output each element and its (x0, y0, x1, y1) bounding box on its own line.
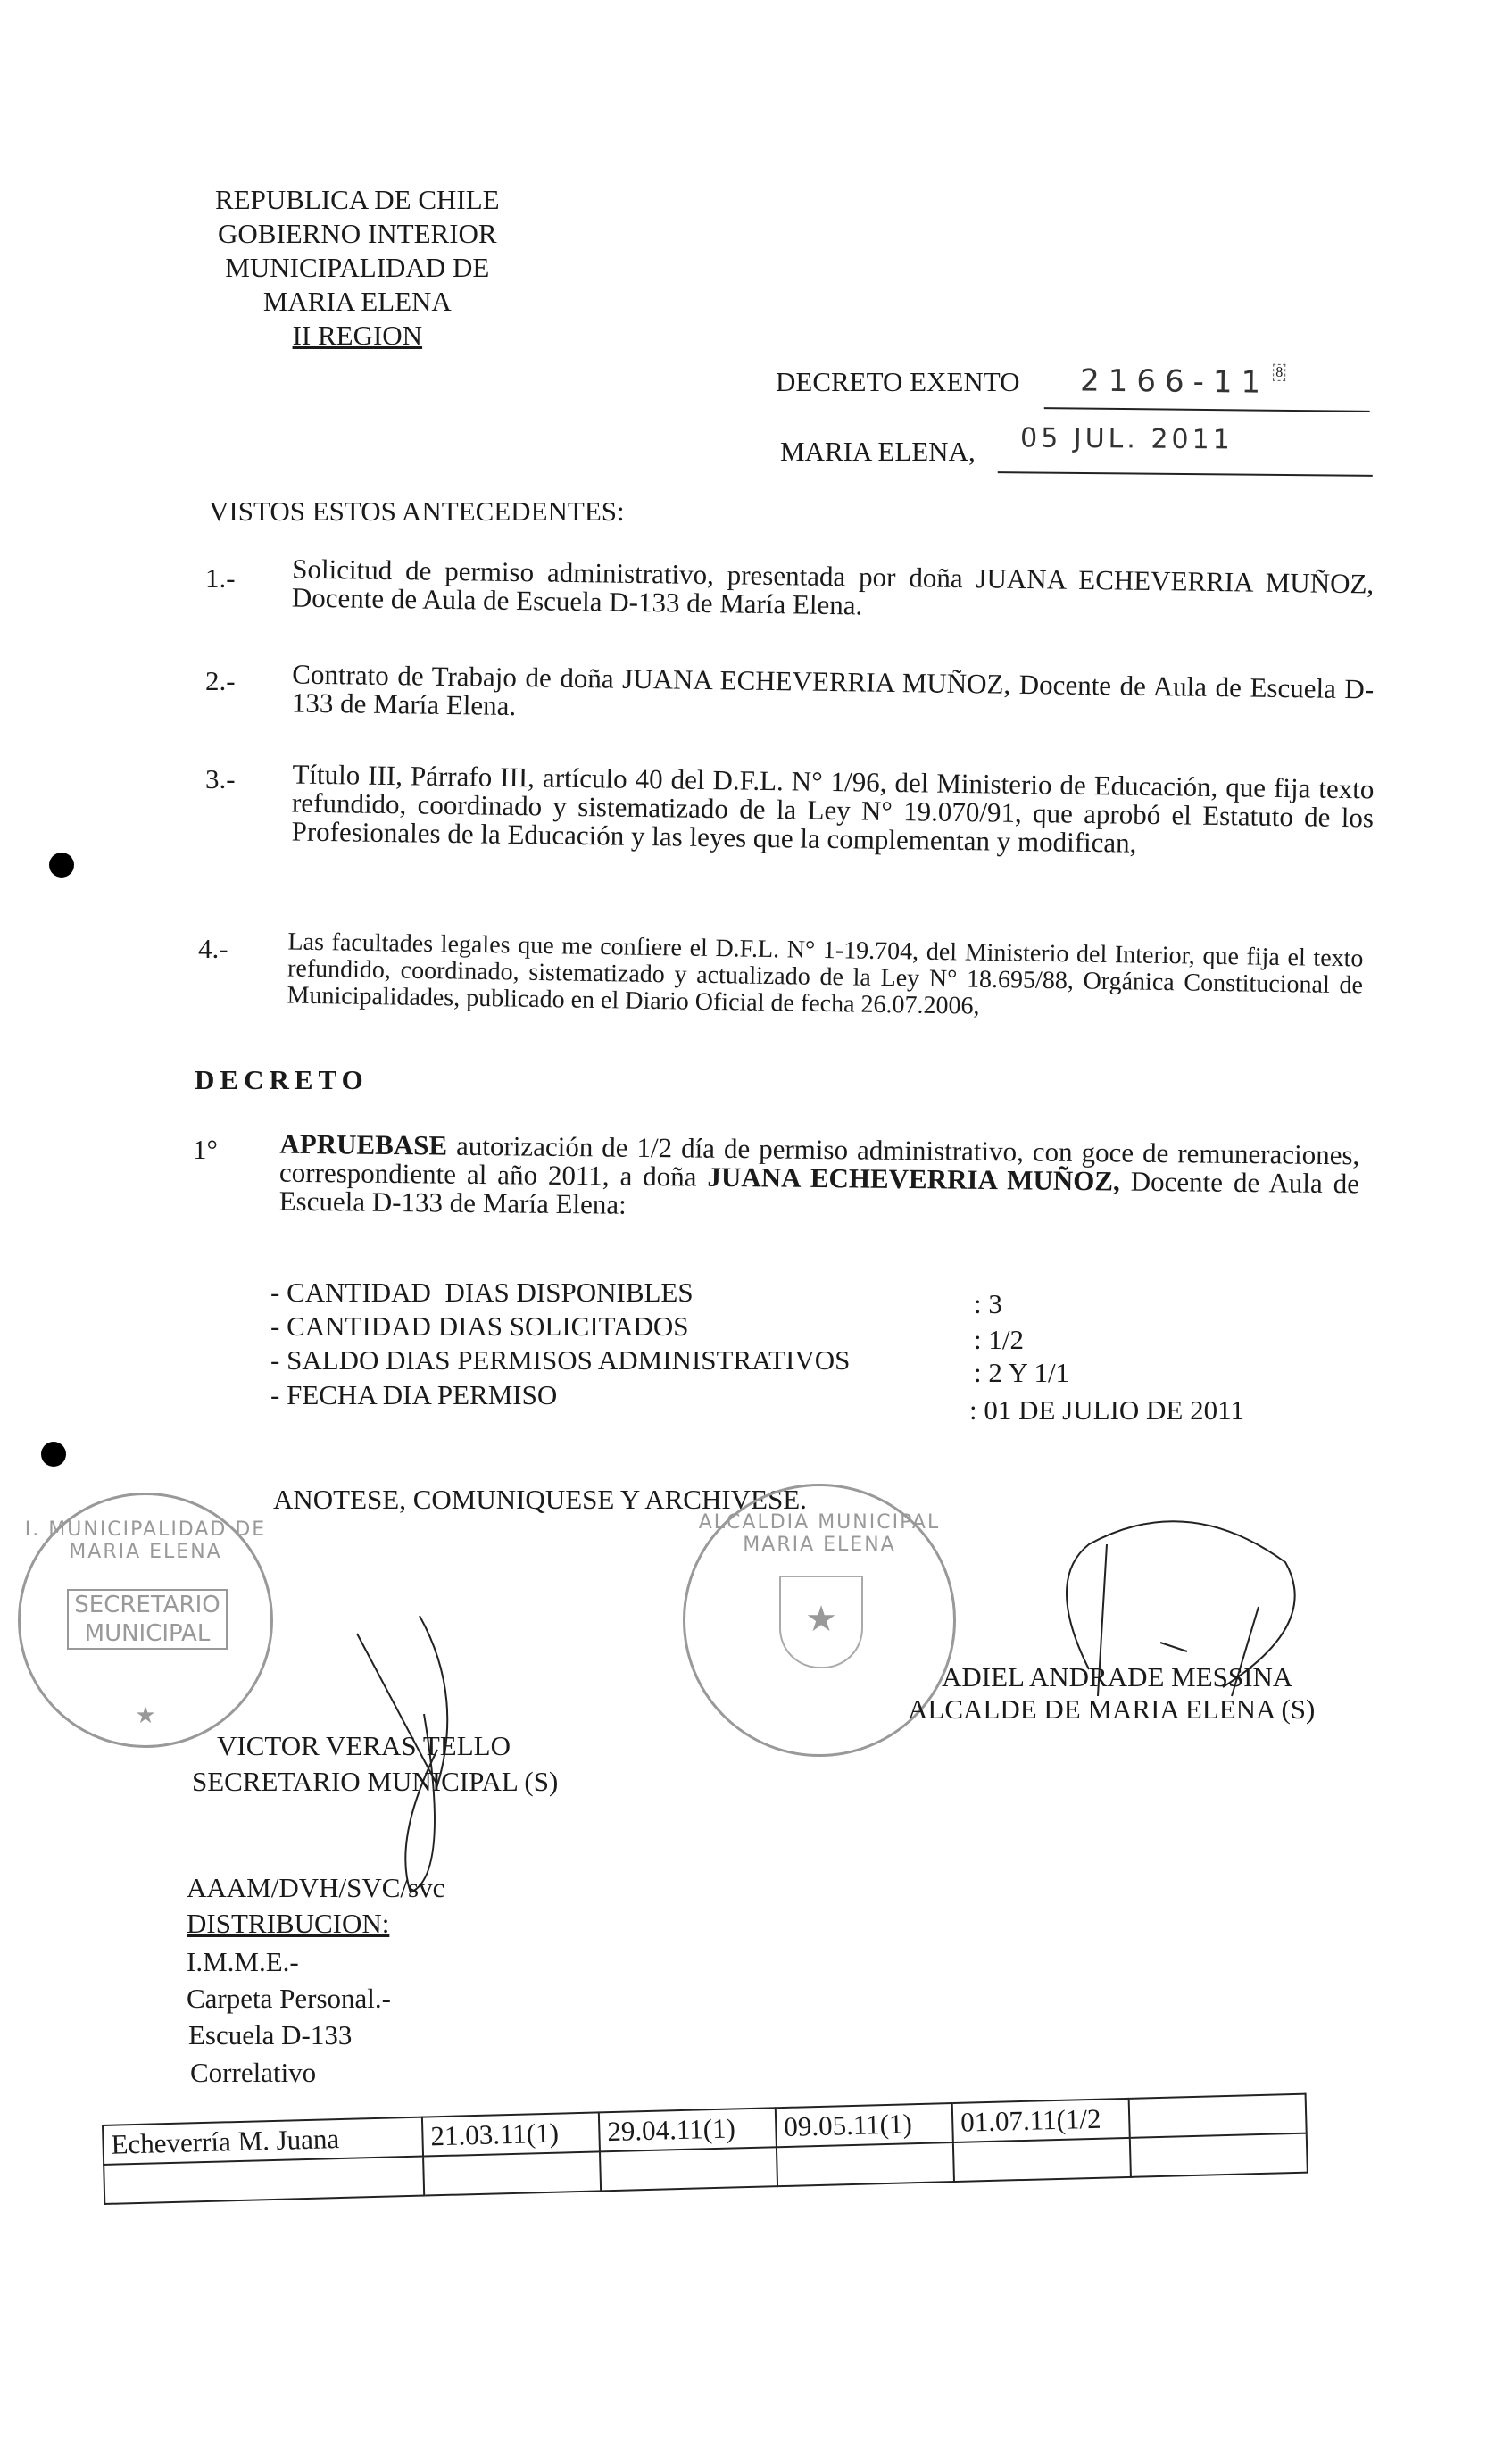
initials: AAAM/DVH/SVC/svc (187, 1872, 445, 1903)
scan-mark (49, 853, 74, 878)
decree-number: 2166-11 (1079, 362, 1270, 401)
detail-label: - FECHA DIA PERMISO (270, 1379, 558, 1410)
distribution-item: Correlativo (190, 2057, 317, 2088)
article-name: JUANA ECHEVERRIA MUÑOZ, (707, 1160, 1120, 1197)
article-text (278, 1127, 1360, 1227)
letterhead (215, 183, 500, 353)
detail-label: - SALDO DIAS PERMISOS ADMINISTRATIVOS (270, 1344, 851, 1376)
register-name: Echeverría M. Juana (103, 2117, 423, 2165)
decree-label: DECRETO EXENTO (776, 366, 1020, 397)
seal-ring-text: ALCALDIA MUNICIPAL MARIA ELENA (698, 1511, 941, 1556)
seal-center-line: SECRETARIO (74, 1592, 220, 1618)
seal-center-box (67, 1589, 228, 1650)
item-number: 4.- (198, 933, 228, 964)
article-verb: APRUEBASE (279, 1127, 448, 1161)
distribution-item: Escuela D-133 (188, 2019, 353, 2050)
right-signatory-name: ADIEL ANDRADE MESSINA (942, 1661, 1293, 1693)
register-date: 09.05.11(1) (776, 2103, 953, 2147)
star-icon: ★ (135, 1702, 156, 1729)
detail-label: - CANTIDAD DIAS SOLICITADOS (270, 1310, 689, 1342)
scan-mark (41, 1442, 66, 1467)
vistos-item: Contrato de Trabajo de doña JUANA ECHEVERRIA MUÑOZ, Docente de Aula de Escuela D-133 de María Elena. (291, 658, 1375, 722)
register-cell (423, 2151, 601, 2195)
vistos-title: VISTOS ESTOS ANTECEDENTES: (209, 495, 625, 527)
article-number: 1° (193, 1134, 218, 1165)
item-number: 2.- (205, 665, 236, 696)
decree-number-line (1044, 362, 1371, 412)
vistos-item: Las facultades legales que me confiere el D.F.L. N° 1-19.704, del Ministerio del Interior, que fija el texto refundido, coordinado, sistematizado y actualizado de la Ley N° 18.695/88, Orgánica Constitucional de Municipalidades, publicado en el Diario Oficial de fecha 26.07.2006, (287, 927, 1364, 1020)
decreto-title: DECRETO (195, 1064, 369, 1095)
register-cell (953, 2138, 1131, 2182)
distribution-item: I.M.M.E.- (187, 1946, 299, 1977)
leave-register-table (102, 2093, 1308, 2205)
letterhead-line: GOBIERNO INTERIOR (218, 218, 497, 249)
detail-value: : 3 (974, 1288, 1002, 1319)
letterhead-line: MARIA ELENA (262, 286, 452, 317)
register-cell (777, 2142, 954, 2186)
vistos-item: Título III, Párrafo III, artículo 40 del D.F.L. N° 1/96, del Ministerio de Educación, que fija texto refundido, coordinado y sistematizado de la Ley N° 19.070/91, que aprobó el Estatuto de los Profesionales de la Educación y las leyes que la complementan y modifican, (291, 758, 1375, 859)
article-text-a: autorización de 1/2 día de permiso administrativo, con goce de remuneraciones, correspondiente al año 2011, a doña (278, 1129, 1360, 1193)
distribution-title: DISTRIBUCION: (187, 1908, 390, 1939)
detail-value: : 2 Y 1/1 (974, 1357, 1070, 1388)
register-cell (1130, 2133, 1308, 2177)
register-date: 01.07.11(1/2 (952, 2099, 1130, 2142)
decree-number-suffix: 8 (1273, 364, 1285, 381)
right-signatory-title: ALCALDE DE MARIA ELENA (S) (908, 1693, 1316, 1725)
register-date: 29.04.11(1) (599, 2108, 777, 2151)
left-signatory-name: VICTOR VERAS TELLO (217, 1730, 511, 1761)
article-text-b: Docente de Aula de Escuela D-133 de María Elena: (278, 1165, 1360, 1220)
detail-value: : 01 DE JULIO DE 2011 (969, 1394, 1244, 1426)
letterhead-line: REPUBLICA DE CHILE (215, 184, 500, 215)
register-date (1129, 2094, 1307, 2138)
coat-of-arms-icon: ★ (779, 1576, 863, 1668)
letterhead-line: MUNICIPALIDAD DE (225, 252, 490, 283)
item-number: 3.- (205, 763, 236, 794)
vistos-item: Solicitud de permiso administrativo, presentada por doña JUANA ECHEVERRIA MUÑOZ, Docente de Aula de Escuela D-133 de María Elena. (291, 553, 1375, 621)
register-cell (600, 2147, 777, 2191)
secretary-seal (18, 1493, 273, 1748)
letterhead-line: II REGION (292, 320, 423, 351)
detail-value: : 1/2 (974, 1324, 1024, 1355)
seal-ring-text: I. MUNICIPALIDAD DE MARIA ELENA (24, 1518, 267, 1563)
register-date: 21.03.11(1) (422, 2112, 600, 2156)
closing-formula: ANOTESE, COMUNIQUESE Y ARCHIVESE. (273, 1484, 807, 1515)
date-stamp: 05 JUL. 2011 (1019, 422, 1234, 456)
register-cell (104, 2157, 424, 2204)
date-line (998, 422, 1373, 477)
left-signatory-title: SECRETARIO MUNICIPAL (S) (192, 1766, 559, 1797)
seal-center-line: MUNICIPAL (84, 1620, 211, 1647)
distribution-item: Carpeta Personal.- (187, 1983, 391, 2014)
place-label: MARIA ELENA, (780, 436, 976, 467)
detail-label: - CANTIDAD DIAS DISPONIBLES (270, 1277, 694, 1308)
item-number: 1.- (205, 562, 236, 594)
